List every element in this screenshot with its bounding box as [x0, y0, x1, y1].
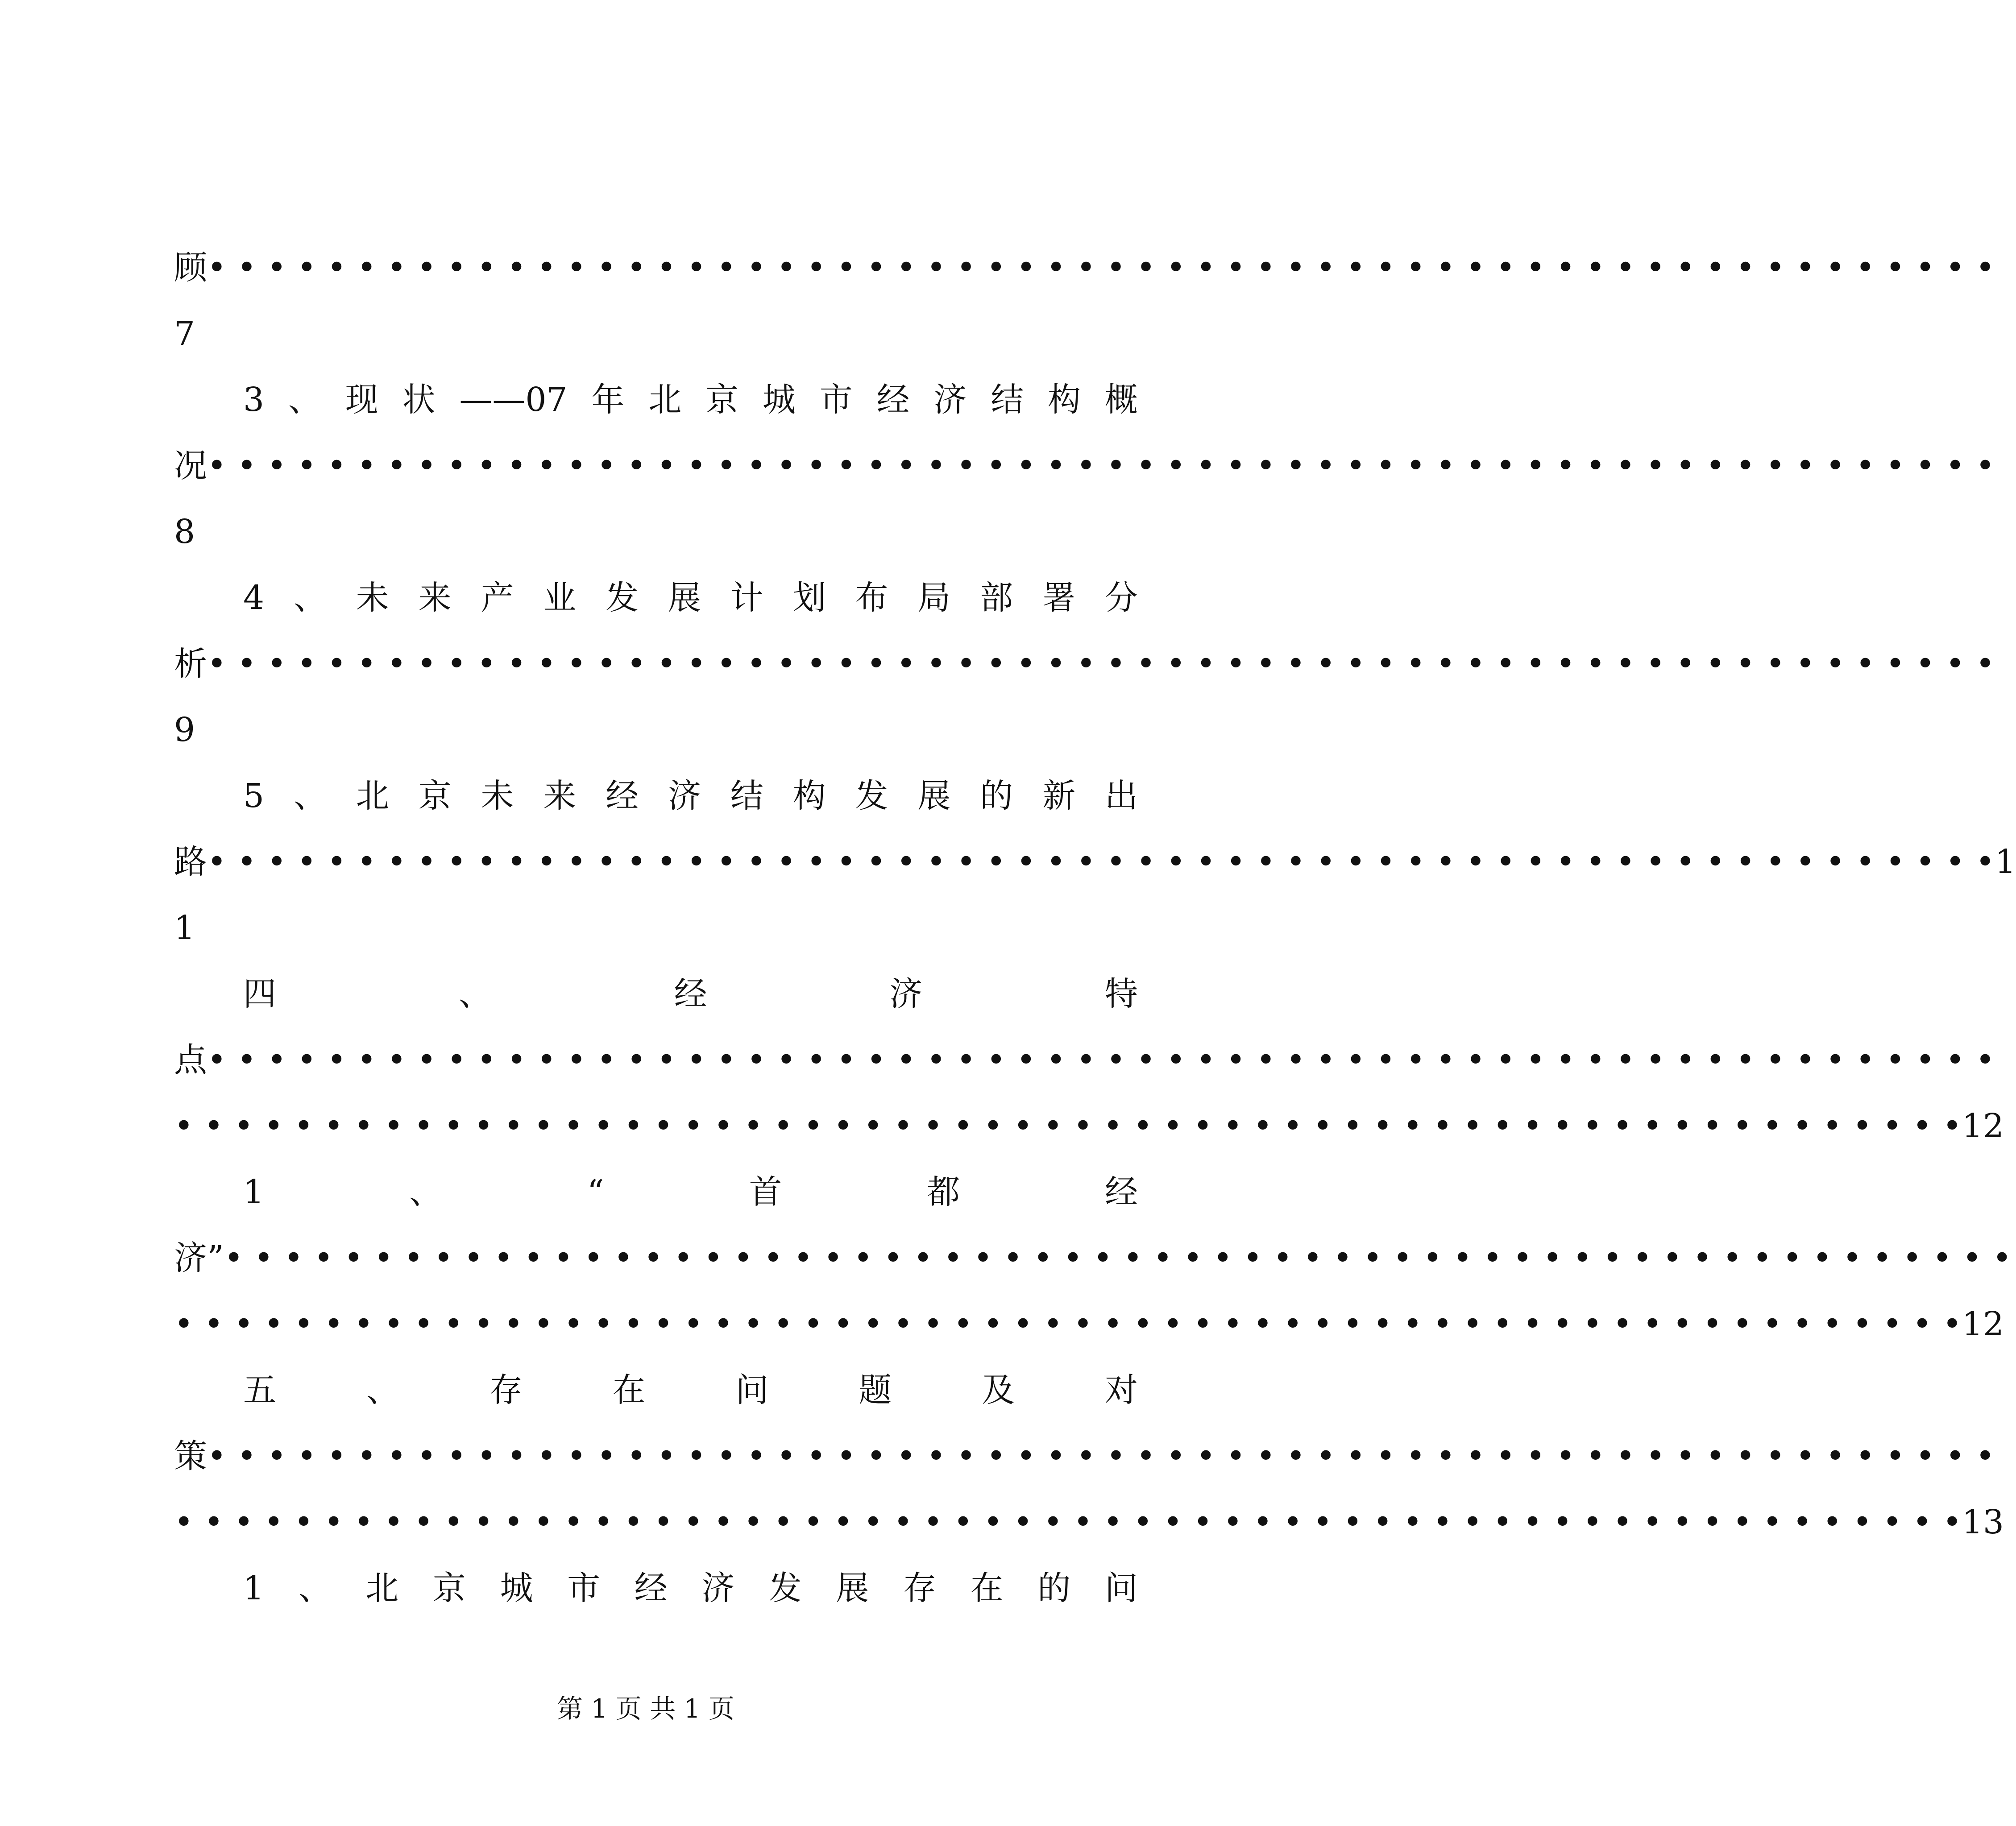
toc-char: 构 — [792, 777, 826, 815]
dot-leader: • • • • • • • • • • • • • • • • • • • • • • • • • • • • • • • • • • • • • • • • • • • • • • • • • • • • • • • • • • • • — [207, 447, 1995, 485]
page-footer: 第 1 页 共 1 页 — [557, 1694, 734, 1724]
toc-line-2: 7 — [174, 315, 195, 353]
toc-lead: 况 — [174, 447, 207, 485]
toc-char: 城 — [500, 1569, 533, 1607]
toc-char: 首 — [749, 1173, 782, 1211]
toc-char: 分 — [1104, 579, 1138, 617]
toc-lead: 点 — [174, 1041, 207, 1079]
toc-char: 、 — [288, 381, 321, 419]
toc-char: 局 — [917, 579, 951, 617]
dot-leader: • • • • • • • • • • • • • • • • • • • • • • • • • • • • • • • • • • • • • • • • • • • • • • • • • • • • • • • • • • • • — [207, 645, 1995, 683]
toc-char: 划 — [792, 579, 826, 617]
toc-line-13 — [174, 1033, 1995, 1087]
toc-line-7 — [174, 637, 1995, 691]
toc-char: 济 — [668, 777, 701, 815]
toc-char: ——07 — [459, 381, 568, 419]
toc-char: 经 — [674, 975, 707, 1013]
toc-char: 3 — [243, 381, 265, 419]
toc-char: 济 — [889, 975, 923, 1013]
toc-char: 题 — [859, 1371, 892, 1409]
toc-lead: 济” — [174, 1239, 224, 1277]
toc-char: 发 — [768, 1569, 802, 1607]
toc-line-12 — [243, 967, 1138, 1021]
toc-line-21 — [243, 1561, 1138, 1615]
toc-char: 署 — [1042, 579, 1076, 617]
toc-line-20 — [174, 1495, 2004, 1549]
toc-char: 部 — [980, 579, 1013, 617]
toc-char: 问 — [1104, 1569, 1138, 1607]
toc-char: 概 — [1104, 381, 1138, 419]
toc-char: 京 — [432, 1569, 466, 1607]
toc-char: 1 — [243, 1173, 265, 1211]
toc-char: 4 — [243, 579, 265, 617]
toc-line-17 — [174, 1297, 2004, 1351]
toc-char: 存 — [903, 1569, 937, 1607]
dot-leader: • • • • • • • • • • • • • • • • • • • • • • • • • • • • • • • • • • • • • • • • • • • • • • • • • • • • • • • • • • • • — [174, 1503, 1962, 1541]
toc-char: 北 — [365, 1569, 399, 1607]
toc-char: 出 — [1104, 777, 1138, 815]
toc-char: 都 — [927, 1173, 960, 1211]
toc-char: 京 — [705, 381, 739, 419]
toc-char: 来 — [543, 777, 577, 815]
toc-char: 结 — [730, 777, 763, 815]
toc-line-16 — [174, 1231, 2012, 1285]
toc-char: 在 — [970, 1569, 1004, 1607]
toc-char: 5 — [243, 777, 265, 815]
toc-char: 1 — [243, 1569, 265, 1607]
toc-char: “ — [587, 1173, 604, 1211]
toc-char: 发 — [855, 777, 888, 815]
toc-char: 年 — [591, 381, 625, 419]
toc-char: 业 — [543, 579, 577, 617]
toc-char: 状 — [402, 381, 436, 419]
toc-char: 经 — [634, 1569, 668, 1607]
toc-char: 布 — [855, 579, 888, 617]
toc-line-1 — [174, 241, 1995, 294]
toc-char: 五 — [243, 1371, 276, 1409]
toc-page-number: 13 — [1962, 1503, 2004, 1541]
toc-char: 展 — [668, 579, 701, 617]
dot-leader: • • • • • • • • • • • • • • • • • • • • • • • • • • • • • • • • • • • • • • • • • • • • • • • • • • • • • • • • • • • • — [207, 1041, 1995, 1079]
toc-char: 发 — [606, 579, 639, 617]
toc-char: 、 — [409, 1173, 442, 1211]
toc-line-3 — [243, 373, 1138, 426]
toc-char: 及 — [982, 1371, 1015, 1409]
toc-char: 、 — [458, 975, 492, 1013]
toc-lead: 析 — [174, 645, 207, 683]
toc-char: 北 — [648, 381, 682, 419]
toc-char: 市 — [567, 1569, 601, 1607]
toc-char: 京 — [418, 777, 452, 815]
toc-char: 的 — [980, 777, 1013, 815]
toc-line-14 — [174, 1099, 2004, 1153]
toc-char: 、 — [298, 1569, 332, 1607]
toc-char: 展 — [917, 777, 951, 815]
toc-char: 新 — [1042, 777, 1076, 815]
toc-line-18 — [243, 1363, 1138, 1417]
toc-line-11: 1 — [174, 909, 195, 947]
toc-char: 构 — [1048, 381, 1081, 419]
toc-char: 问 — [735, 1371, 769, 1409]
toc-char: 现 — [345, 381, 378, 419]
toc-char: 未 — [481, 777, 514, 815]
toc-char: 四 — [243, 975, 276, 1013]
dot-leader: • • • • • • • • • • • • • • • • • • • • • • • • • • • • • • • • • • • • • • • • • • • • • • • • • • • • • • • • • • • • — [174, 1305, 1962, 1343]
toc-char: 北 — [356, 777, 389, 815]
toc-char: 、 — [366, 1371, 399, 1409]
toc-char: 展 — [836, 1569, 869, 1607]
toc-char: 存 — [489, 1371, 523, 1409]
toc-char: 、 — [293, 777, 327, 815]
toc-char: 对 — [1104, 1371, 1138, 1409]
toc-char: 未 — [356, 579, 389, 617]
toc-line-10 — [174, 835, 2016, 889]
dot-leader: • • • • • • • • • • • • • • • • • • • • • • • • • • • • • • • • • • • • • • • • • • • • • • • • • • • • • • • • • • • • — [174, 1107, 1962, 1145]
toc-lead: 顾 — [174, 248, 207, 287]
toc-page-number: 12 — [1962, 1107, 2004, 1145]
toc-line-5: 8 — [174, 513, 195, 551]
toc-page-number: 12 — [1962, 1305, 2004, 1343]
toc-char: 市 — [819, 381, 853, 419]
toc-char: 特 — [1105, 975, 1138, 1013]
toc-char: 计 — [730, 579, 763, 617]
toc-char: 经 — [876, 381, 910, 419]
toc-lead: 策 — [174, 1437, 207, 1475]
toc-char: 城 — [762, 381, 796, 419]
toc-char: 在 — [612, 1371, 646, 1409]
toc-line-8: 9 — [174, 711, 195, 749]
toc-char: 结 — [991, 381, 1024, 419]
toc-line-15 — [243, 1165, 1138, 1219]
dot-leader: • • • • • • • • • • • • • • • • • • • • • • • • • • • • • • • • • • • • • • • • • • • • • • • • • • • • • • • • • • • • — [207, 1437, 1995, 1475]
toc-char: 济 — [933, 381, 967, 419]
toc-char: 经 — [1105, 1173, 1138, 1211]
toc-char: 来 — [418, 579, 452, 617]
toc-page-number: 1 — [1995, 843, 2016, 881]
toc-lead: 路 — [174, 843, 207, 881]
toc-char: 的 — [1037, 1569, 1071, 1607]
toc-char: 经 — [606, 777, 639, 815]
toc-line-19 — [174, 1429, 1995, 1483]
dot-leader: • • • • • • • • • • • • • • • • • • • • • • • • • • • • • • • • • • • • • • • • • • • • • • • • • • • • • • • • • • • • — [207, 248, 1995, 287]
toc-char: 济 — [701, 1569, 735, 1607]
toc-char: 、 — [293, 579, 327, 617]
toc-char: 产 — [481, 579, 514, 617]
toc-line-9 — [243, 769, 1138, 823]
toc-line-6 — [243, 571, 1138, 625]
toc-line-4 — [174, 439, 1995, 493]
dot-leader: • • • • • • • • • • • • • • • • • • • • • • • • • • • • • • • • • • • • • • • • • • • • • • • • • • • • • • • • • • • • — [207, 843, 1995, 881]
dot-leader: • • • • • • • • • • • • • • • • • • • • • • • • • • • • • • • • • • • • • • • • • • • • • • • • • • • • • • • • • • • • — [224, 1239, 2012, 1277]
